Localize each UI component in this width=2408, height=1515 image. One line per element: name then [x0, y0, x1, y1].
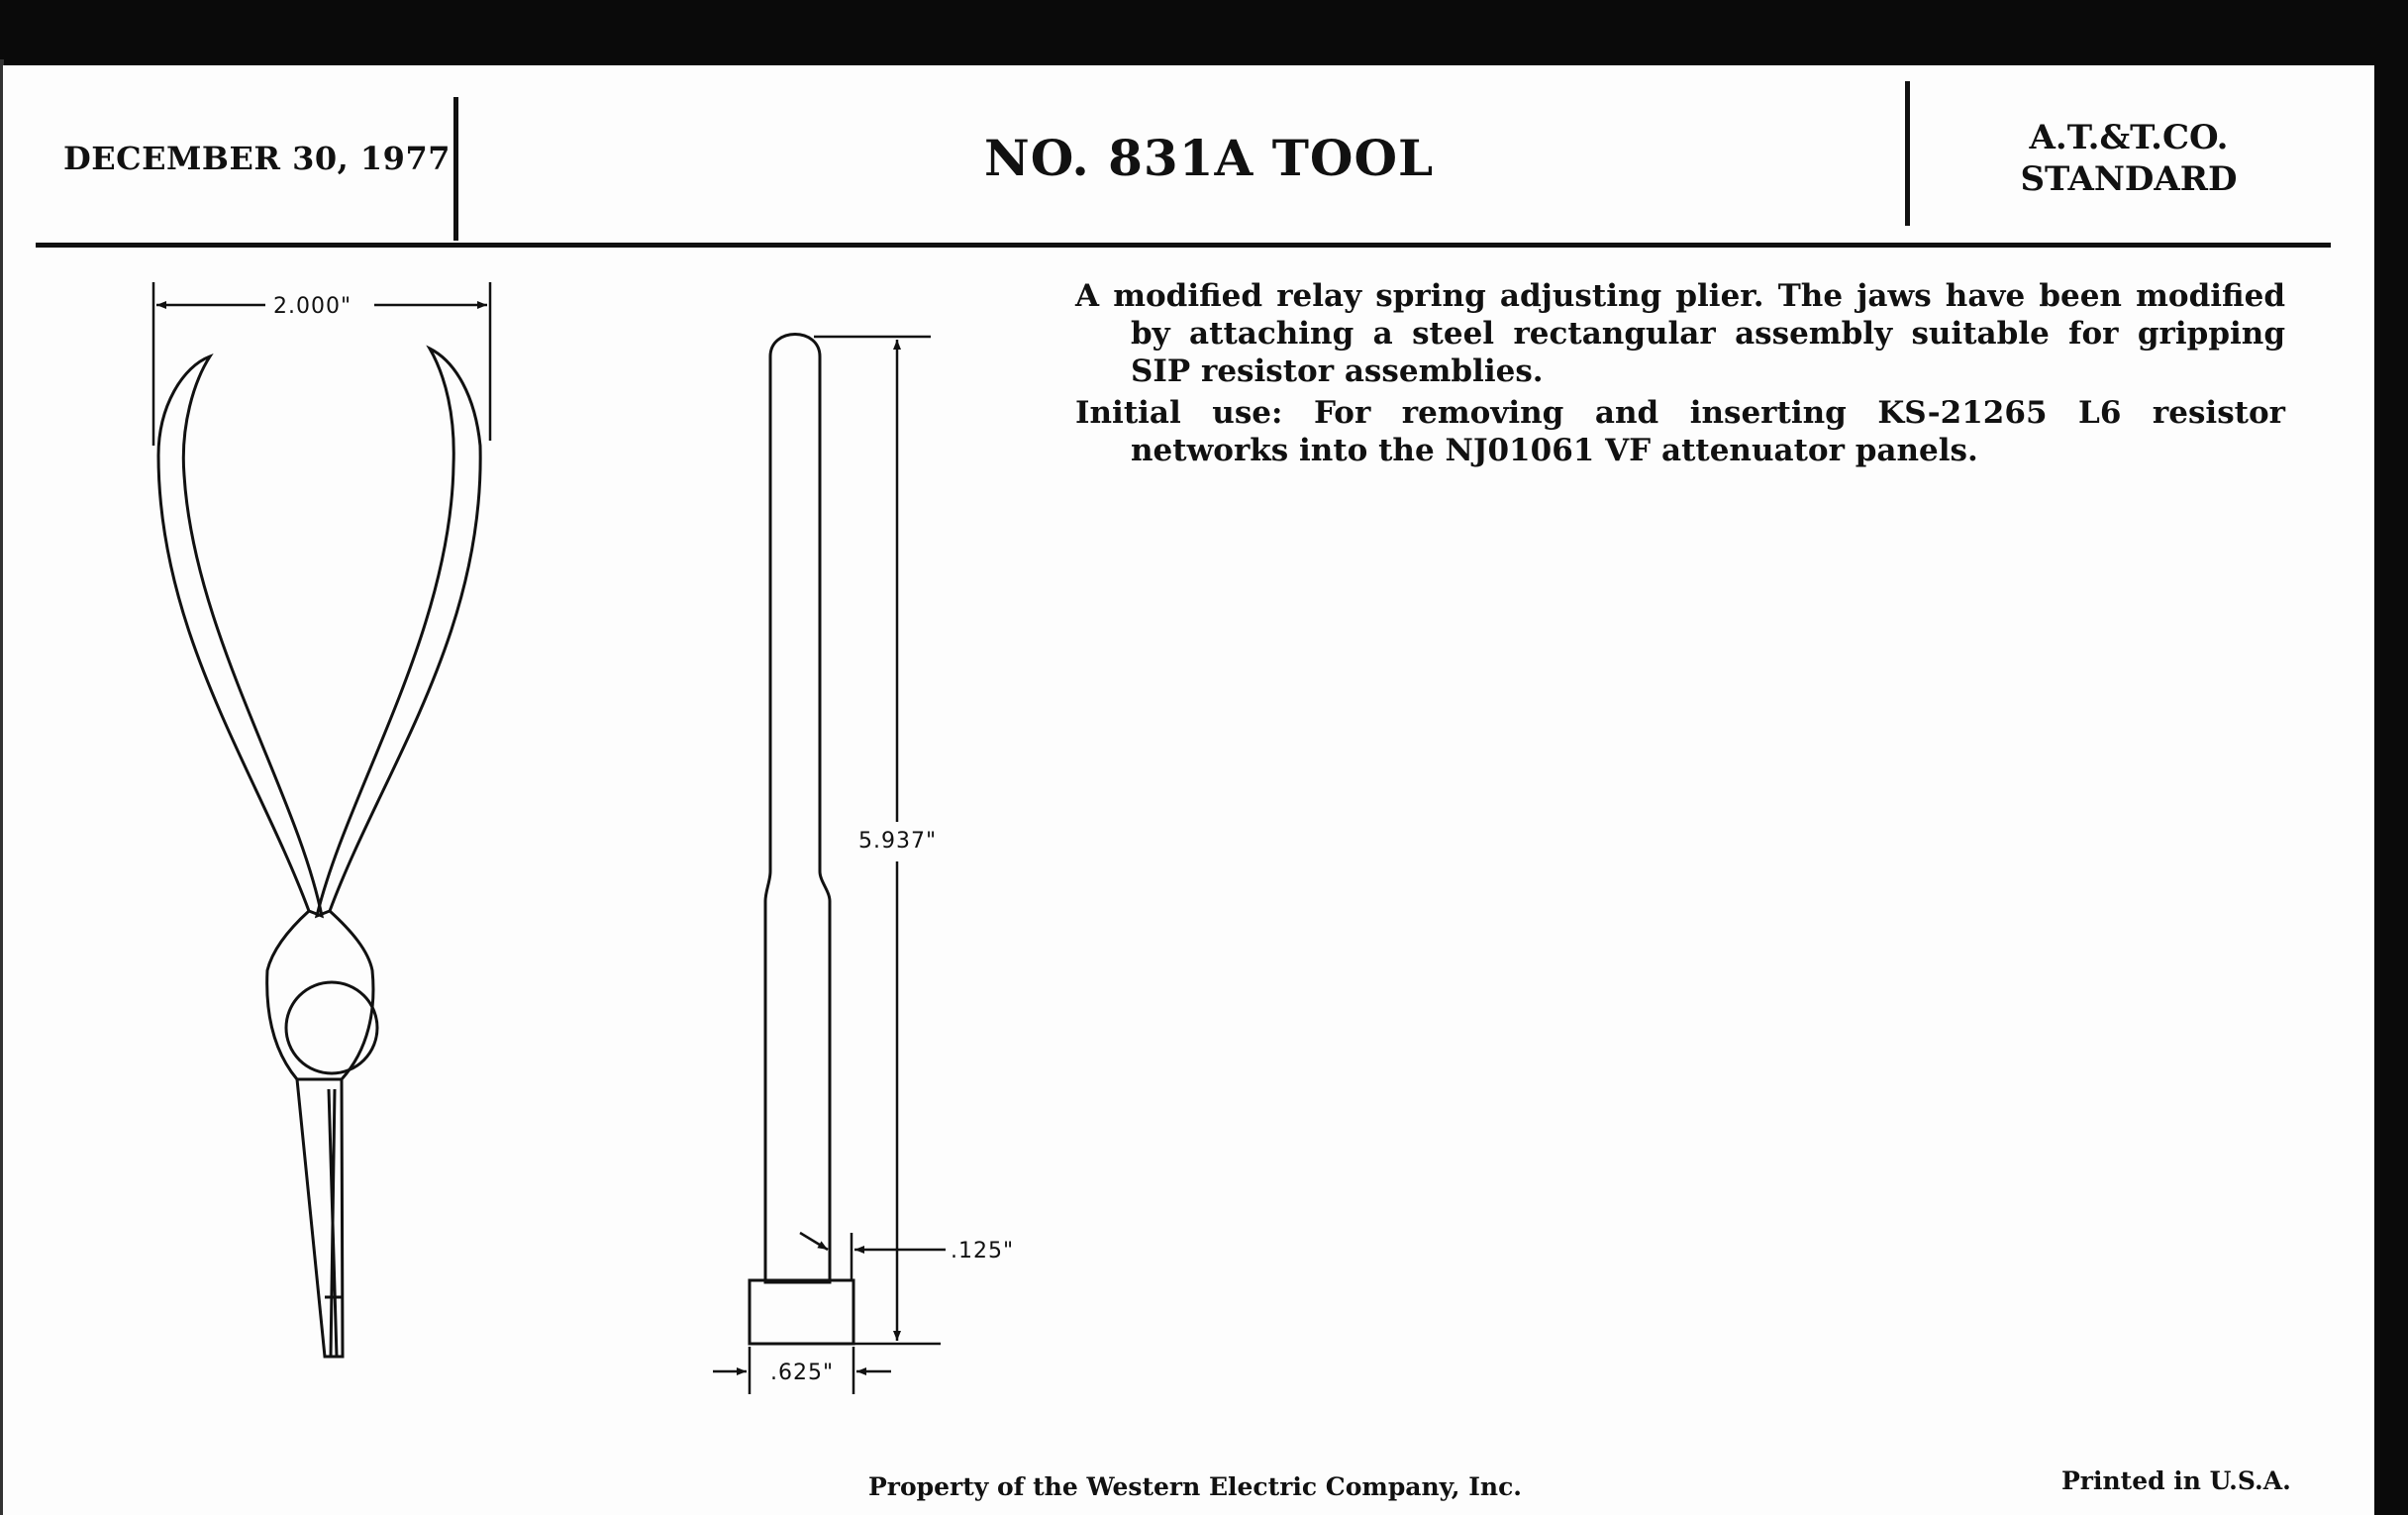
description-paragraph: A modified relay spring adjusting plier. The jaws have been modified by attaching a steel rectangular assembly suitable for gripping SIP resistor assemblies.	[1075, 278, 2285, 389]
plier-right-handle	[317, 349, 480, 916]
dimension-label-tip-width: .625"	[770, 1361, 835, 1385]
dimension-tip-thickness	[800, 1233, 946, 1279]
document-date: DECEMBER 30, 1977	[63, 140, 451, 177]
side-view-tip-block	[750, 1280, 853, 1344]
side-view-shaft	[765, 335, 830, 1283]
printed-notice: Printed in U.S.A.	[2061, 1466, 2291, 1495]
initial-use-paragraph: Initial use: For removing and inserting KS-21265 L6 resistor networks into the NJ01061 VF attenuator panels.	[1075, 395, 2285, 468]
dimension-label-length: 5.937"	[858, 829, 938, 854]
plier-side-view	[750, 335, 853, 1345]
standard-line-2: STANDARD	[2020, 159, 2238, 199]
dimension-label-tip-thickness: .125"	[951, 1239, 1015, 1263]
plier-joint-body	[267, 911, 373, 1079]
plier-pivot-icon	[286, 982, 377, 1073]
property-notice: Property of the Western Electric Company, Inc.	[868, 1472, 1523, 1501]
page-title: NO. 831A TOOL	[984, 129, 1435, 187]
plier-front-view	[158, 349, 480, 1357]
dimension-label-jaw-opening: 2.000"	[273, 294, 352, 319]
standard-line-1: A.T.&T.CO.	[2029, 118, 2229, 157]
plier-left-handle	[158, 356, 322, 916]
